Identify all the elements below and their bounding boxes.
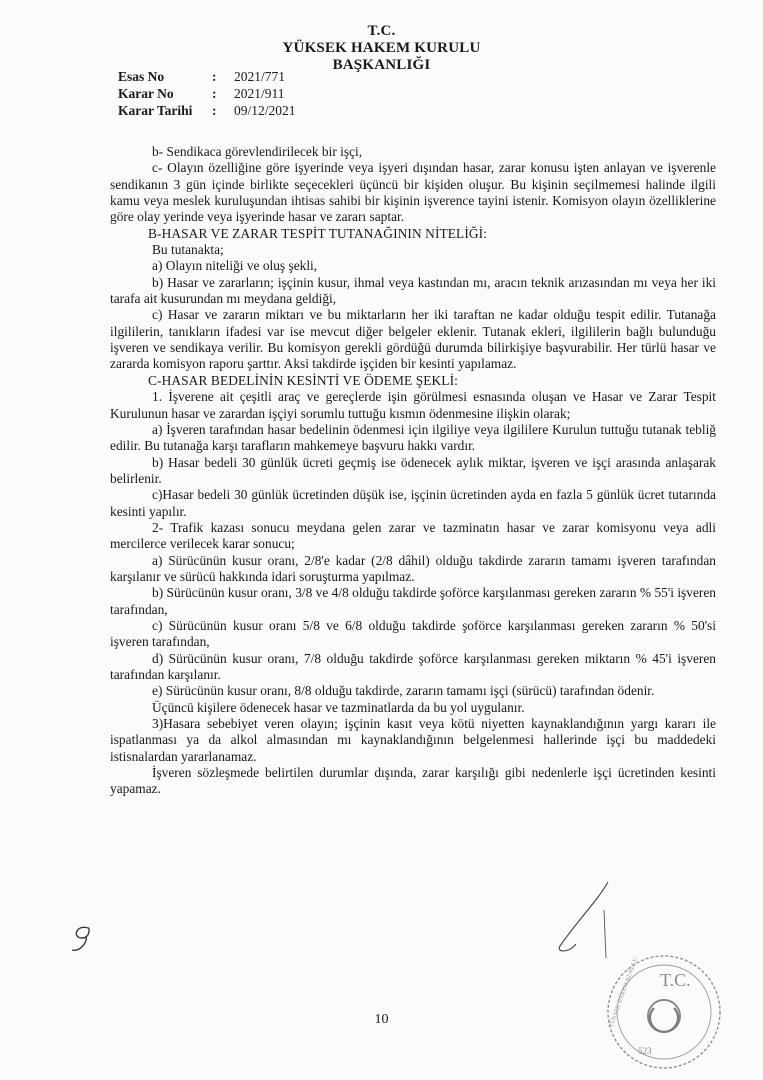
paragraph: c- Olayın özelliğine göre işyerinde veya işyeri dışından hasar, zarar konusu işten anlayan ve işverenle sendikanın 3 gün içinde birlikte seçecekleri üçüncü bir kişiden oluşur. Bu kişinin seçilmemesi halinde ilgili kamu veya meslek kuruluşundan ihtisas sahibi bir kişinin işverence tayini istenir. Komisyon olayın özelliklerine göre olay yerinde veya işyerinde hasar ve zararı saptar.: [110, 160, 716, 225]
paragraph: a) Olayın niteliği ve oluş şekli,: [152, 258, 318, 274]
paragraph: b) Hasar bedeli 30 günlük ücreti geçmiş ise ödenecek aylık miktar, işveren ve işçi arasında anlaşarak belirlenir.: [110, 454, 716, 486]
meta-row-esas: [118, 68, 296, 85]
meta-value: 2021/911: [234, 86, 285, 101]
stamp-ring-text: YÜKSEK HAKEM KURULU: [608, 956, 640, 1029]
paragraph: c) Hasar ve zararın miktarı ve bu miktarların her iki taraftan ne kadar olduğu tespit edilir. Tutanağa ilgililerin, tanıkların ifadesi var ise mevcut diğer belgeler eklenir. Tutanak ekleri, ilgililerin bağlı bulunduğu işveren ve sendikaya verilir. Bu komisyon gerekli gördüğü durumda bilirkişiye başvurabilir. Her türlü hasar ve zararda komisyon raporu şarttır. Aksi takdirde işçiden bir kesinti yapılamaz.: [110, 307, 716, 372]
handwritten-initial-mark: [66, 922, 102, 956]
paragraph: e) Sürücünün kusur oranı, 8/8 olduğu takdirde, zararın tamamı işçi (sürücü) tarafından ödenir.: [152, 683, 655, 699]
header-presidency: BAŞKANLIĞI: [332, 57, 431, 73]
meta-label: Karar No: [118, 86, 174, 101]
paragraph: Üçüncü kişilere ödenecek hasar ve tazminatlarda da bu yol uygulanır.: [152, 699, 525, 715]
handwritten-signature: [548, 880, 638, 960]
meta-row-karar: [118, 85, 296, 102]
paragraph: b- Sendikaca görevlendirilecek bir işçi,: [152, 144, 363, 159]
meta-colon: :: [212, 69, 217, 84]
paragraph: 2- Trafik kazası sonucu meydana gelen zarar ve tazminatın hasar ve zarar komisyonu veya adli mercilerce verilecek karar sonucu;: [110, 519, 716, 552]
case-metadata: [118, 68, 296, 119]
stamp-bottom-text: 523: [638, 1046, 652, 1056]
document-body: [110, 144, 716, 798]
paragraph: c) Sürücünün kusur oranı 5/8 ve 6/8 olduğu takdirde şoförce karşılanması gereken zararın % 50'si işveren tarafından,: [110, 617, 716, 650]
paragraph: 3)Hasara sebebiyet veren olayın; işçinin kasıt veya kötü niyetten kaynaklandığının yargı kararı ile ispatlanması ya da alkol almasından mı kaynaklandığının belgelenmesi hallerinde işçi bu maddedeki istisnalardan yararlanamaz.: [110, 716, 716, 764]
meta-value: 09/12/2021: [234, 103, 296, 118]
meta-colon: :: [212, 86, 217, 101]
page-number: 10: [374, 1012, 389, 1027]
meta-value: 2021/771: [234, 69, 286, 84]
paragraph: d) Sürücünün kusur oranı, 7/8 olduğu takdirde şoförce karşılanması gereken miktarın % 45'i işveren tarafından karşılanır.: [110, 650, 716, 682]
stamp-top-text: T.C.: [660, 970, 691, 990]
paragraph: b) Hasar ve zararların; işçinin kusur, ihmal veya kastından mı, aracın teknik arızasından mı veya her iki tarafa ait kusurundan mı meydana geldiği,: [110, 274, 716, 307]
section-heading-b: B-HASAR VE ZARAR TESPİT TUTANAĞININ NİTELİĞİ:: [148, 225, 488, 241]
paragraph: c)Hasar bedeli 30 günlük ücretinden düşük ise, işçinin ücretinden ayda en fazla 5 günlük ücret tutarında kesinti yapılır.: [110, 487, 716, 519]
paragraph: a) Sürücünün kusur oranı, 2/8'e kadar (2/8 dâhil) olduğu takdirde zararın tamamı işveren tarafından karşılanır ve sürücü hakkında idari soruşturma yapılmaz.: [110, 552, 716, 584]
header-tc: T.C.: [367, 23, 396, 39]
meta-label: Esas No: [118, 69, 165, 84]
paragraph: b) Sürücünün kusur oranı, 3/8 ve 4/8 olduğu takdirde şoförce karşılanması gereken zararın % 55'i işveren tarafından,: [110, 585, 716, 617]
meta-row-tarih: [118, 102, 296, 119]
paragraph: Bu tutanakta;: [152, 242, 224, 258]
section-heading-c: C-HASAR BEDELİNİN KESİNTİ VE ÖDEME ŞEKLİ:: [148, 372, 458, 388]
header-institution: YÜKSEK HAKEM KURULU: [282, 40, 481, 56]
meta-label: Karar Tarihi: [118, 103, 193, 118]
paragraph: a) İşveren tarafından hasar bedelinin ödenmesi için ilgiliye veya ilgililere Kurulun tuttuğu tutanak tebliğ edilir. Bu tutanağa karşı tarafların mahkemeye başvuru hakkı vardır.: [110, 421, 716, 454]
meta-colon: :: [212, 103, 217, 118]
paragraph: 1. İşverene ait çeşitli araç ve gereçlerde işin görülmesi esnasında oluşan ve Hasar ve Zarar Tespit Kurulunun hasar ve zarardan işçiyi sorumlu tuttuğu kısmın ödenmesine ilişkin olarak;: [110, 389, 716, 421]
paragraph: İşveren sözleşmede belirtilen durumlar dışında, zarar karşılığı gibi nedenlerle işçi ücretinden kesinti yapamaz.: [110, 765, 716, 797]
